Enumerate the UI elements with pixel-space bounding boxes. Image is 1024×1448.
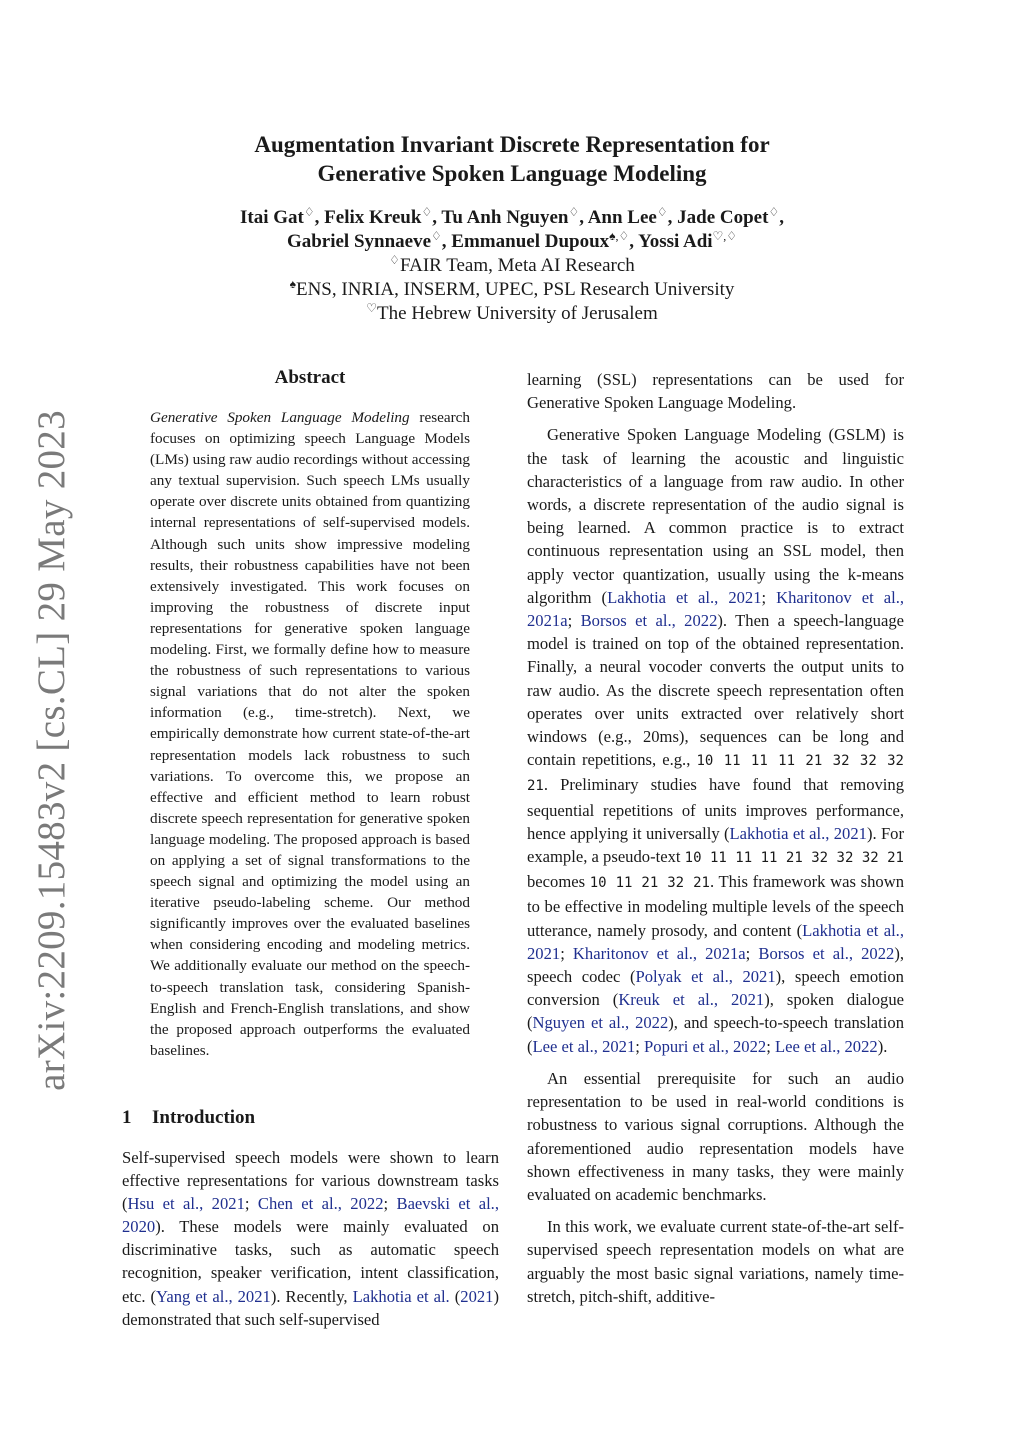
author-name: Tu Anh Nguyen [441,207,569,228]
body-text: ), speech codec ( [527,943,904,987]
affiliation-mark: ♢ [421,205,433,219]
body-text: ). [877,1036,888,1056]
body-text: . This framework was shown to be effective in modeling multiple levels of the speech utterance, namely prosody, and content ( [527,872,904,940]
citation-link[interactable]: Kreuk et al., 2021 [618,990,765,1010]
separator: ; [761,587,777,607]
body-text: . Preliminary studies have found that removing sequential repetitions of units improves performance, hence applying it universally ( [527,775,904,843]
separator: ; [766,1036,775,1056]
citation-link[interactable]: Popuri et al., 2022 [644,1036,767,1056]
citation-link[interactable]: Lakhotia et al., 2021 [729,823,867,843]
citation-link[interactable]: Nguyen et al., 2022 [532,1013,669,1033]
code-sequence: 10 11 11 11 21 32 32 32 21 [527,753,904,795]
citation-link[interactable]: Lakhotia et al. [352,1286,450,1306]
affiliation-fair [0,254,1024,278]
author-line-2: Gabriel Synnaeve♢, Emmanuel Dupoux♠,♢, Yossi Adi♡,♢ [286,229,738,252]
author-name: Emmanuel Dupoux [451,231,610,252]
body-text: ). Recently, [270,1286,353,1306]
body-text: ). These models were mainly evaluated on discriminative tasks, such as automatic speech recognition, speaker verification, intent classification, etc. ( [122,1217,499,1306]
citation-link[interactable]: Lee et al., 2022 [774,1036,878,1056]
affiliation-mark: ♢ [568,205,580,219]
affiliation-mark: ♢ [431,229,442,243]
body-text: ), spoken dialogue ( [527,990,904,1033]
citation-link[interactable]: Polyak et al., 2021 [635,967,776,987]
author-line-1: Itai Gat♢, Felix Kreuk♢, Tu Anh Nguyen♢, Ann Lee♢, Jade Copet♢, [240,205,784,228]
body-text: ). Then a speech-language model is trained on top of the obtained representation. Finally, a neural vocoder converts the output units to raw audio. As the discrete speech representation often operates over units extracted over relatively short windows (e.g., 20ms), sequences can be long and contain repetitions, e.g., [527,611,905,770]
author-name: Ann Lee [587,207,657,228]
body-text: ) demonstrated that such self-supervised [122,1286,499,1329]
citation-link[interactable]: Lee et al., 2021 [532,1036,636,1056]
citation-link[interactable]: Chen et al., 2022 [257,1194,384,1214]
body-text: Generative Spoken Language Modeling (GSLM) is the task of learning the acoustic and linguistic characteristics of a language from raw audio. In other words, a discrete representation of the audio signal is being learned. A common practice is to extract continuous representation using an SSL model, then apply vector quantization, usually using the k-means algorithm ( [527,425,904,607]
affiliation-text: FAIR Team, Meta AI Research [399,255,635,276]
affiliation-mark: ♢ [656,205,668,219]
affiliation-mark: ♢ [303,205,315,219]
author-name: Yossi Adi [638,231,713,252]
author-name: Gabriel Synnaeve [286,231,432,252]
author-name: Jade Copet [677,207,769,228]
section-title: Introduction [152,1107,256,1128]
citation-link[interactable]: Kharitonov et al., 2021a [527,587,904,631]
code-sequence: 10 11 11 11 21 32 32 32 21 [684,850,904,867]
author-name: Itai Gat [240,207,304,228]
code-sequence: 10 11 21 32 21 [589,875,710,892]
right-column [527,368,904,1317]
body-text: becomes [527,872,590,892]
paper-title [0,130,1024,188]
affiliation-symbol: ♢ [389,253,400,267]
affiliation-ens [0,278,1024,302]
paragraph-this-work: In this work, we evaluate current state-of-the-art self-supervised speech representation models on what are arguably the most basic signal variations, namely time-stretch, pitch-shift, additive- [527,1217,904,1306]
separator: ; [567,611,581,631]
citation-link[interactable]: Lakhotia et al., 2021 [607,587,762,607]
affiliation-text: ENS, INRIA, INSERM, UPEC, PSL Research University [295,279,735,300]
title-line-2: Generative Spoken Language Modeling [317,161,707,186]
paragraph-continuation: learning (SSL) representations can be used for Generative Spoken Language Modeling. [527,370,904,413]
affiliation-symbol: ♠ [289,277,296,291]
citation-link[interactable]: Baevski et al., 2020 [122,1194,499,1237]
separator: ; [560,943,573,963]
affiliation-huji [0,302,1024,326]
citation-link[interactable]: Borsos et al., 2022 [580,611,718,631]
title-line-1: Augmentation Invariant Discrete Representation for [254,132,770,157]
abstract-heading: Abstract [274,367,346,388]
introduction-paragraph-1 [122,1146,499,1331]
citation-link[interactable]: Borsos et al., 2022 [758,943,895,963]
body-text: ). For example, a pseudo-text [527,823,905,867]
separator: ; [745,943,759,963]
arxiv-identifier-text: arXiv:2209.15483v2 [cs.CL] 29 May 2023 [29,409,73,1091]
body-text: ( [449,1286,461,1306]
affiliation-symbol: ♡ [366,301,378,315]
author-block [0,206,1024,326]
author-name: Felix Kreuk [324,207,422,228]
body-text: Self-supervised speech models were shown to learn effective representations for various downstream tasks ( [122,1148,499,1214]
separator: ; [635,1036,645,1056]
citation-link[interactable]: Lakhotia et al., 2021 [527,920,904,963]
section-number: 1 [122,1107,132,1128]
abstract-body [150,407,470,1061]
section-heading-introduction [122,1107,502,1129]
affiliation-text: The Hebrew University of Jerusalem [377,303,658,324]
body-text: ), speech emotion conversion ( [527,967,904,1010]
affiliation-mark: ♡,♢ [712,229,738,243]
separator: ; [383,1194,397,1214]
citation-link[interactable]: Hsu et al., 2021 [127,1194,245,1214]
citation-link[interactable]: 2021 [460,1286,494,1306]
abstract-lead: Generative Spoken Language Modeling [150,409,410,426]
arxiv-identifier [10,409,92,1091]
abstract-text: research focuses on optimizing speech Language Models (LMs) using raw audio recordings without accessing any textual supervision. Such speech LMs usually operate over discrete units obtained from quantizing internal representations of self-supervised models. Although such units show impressive modeling results, their robustness capabilities have not been extensively investigated. This work focuses on improving the robustness of discrete input representations for generative spoken language modeling. First, we formally define how to measure the robustness of such representations to various signal variations that do not alter the spoken information (e.g., time-stretch). Next, we empirically demonstrate how current state-of-the-art representation models lack robustness to such variations. To overcome this, we propose an effective and efficient method to learn robust discrete speech representation for generative spoken language modeling. The proposed approach is based on applying a set of signal transformations to the speech signal and optimizing the model using an iterative pseudo-labeling scheme. Our method significantly improves over the evaluated baselines when considering encoding and modeling metrics. We additionally evaluate our method on the speech-to-speech translation task, considering Spanish-English and French-English translations, and show the proposed approach outperforms the evaluated baselines. [150,409,470,1059]
citation-link[interactable]: Kharitonov et al., 2021a [572,943,746,963]
separator: ; [244,1194,258,1214]
affiliation-mark: ♠,♢ [609,229,630,243]
paragraph-gslm [527,423,904,1057]
citation-link[interactable]: Yang et al., 2021 [156,1286,271,1306]
body-text: ), and speech-to-speech translation ( [527,1013,904,1056]
paragraph-robustness: An essential prerequisite for such an audio representation to be used in real-world conditions is robustness to various signal corruptions. Although the aforementioned audio representation models have shown effectiveness in many tasks, they were mainly evaluated on academic benchmarks. [527,1068,904,1204]
affiliation-mark: ♢ [768,205,780,219]
